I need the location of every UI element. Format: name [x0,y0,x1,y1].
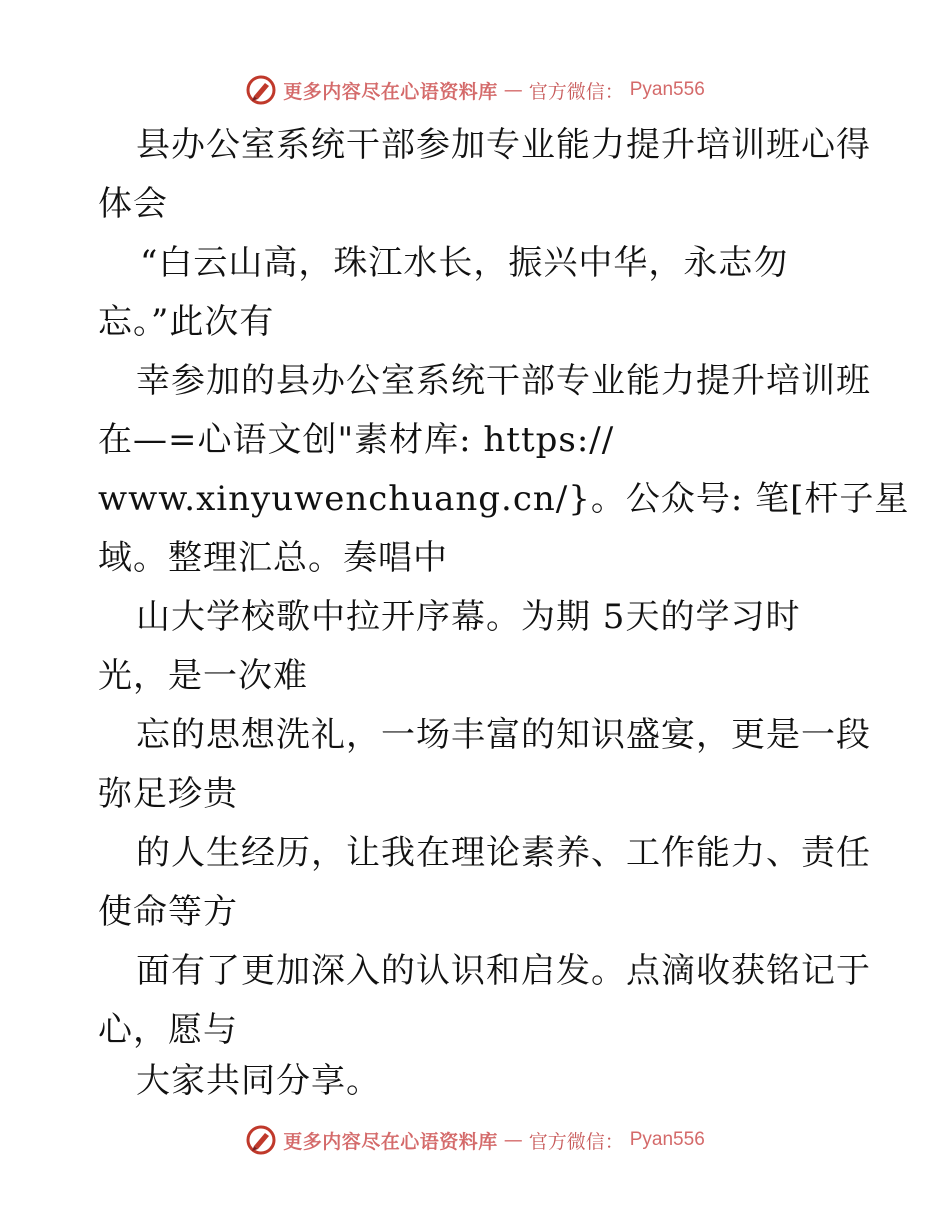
doc-line: “白云山高，珠江水长，振兴中华，永志勿 [140,243,789,283]
banner-wechat-label: 官方微信： [528,1130,624,1153]
banner-main-text: 更多内容尽在心语资料库 [283,80,498,103]
doc-line: 山大学校歌中拉开序幕。为期 5天的学习时 [136,597,801,637]
pen-nib-logo-icon [245,74,277,106]
doc-line: 幸参加的县办公室系统干部专业能力提升培训班 [136,361,871,401]
banner-separator: — [503,79,523,101]
banner-wechat-label: 官方微信： [528,80,624,103]
doc-line: 忘。”此次有 [98,302,275,342]
doc-line: 心，愿与 [98,1010,238,1050]
doc-line: 光，是一次难 [98,656,308,696]
header-banner-content [245,74,705,106]
doc-line: www.xinyuwenchuang.cn/}。公众号: 笔[杆子星 [98,479,910,519]
banner-main-text: 更多内容尽在心语资料库 [283,1130,498,1153]
doc-line: 忘的思想洗礼，一场丰富的知识盛宴，更是一段 [136,715,871,755]
footer-banner [0,1120,950,1160]
doc-line: 域。整理汇总。奏唱中 [98,538,448,578]
doc-line: 大家共同分享。 [136,1061,381,1101]
doc-line: 的人生经历，让我在理论素养、工作能力、责任 [136,833,871,873]
pen-nib-logo-icon [245,1124,277,1156]
doc-line: 弥足珍贵 [98,774,238,814]
banner-separator: — [503,1129,523,1151]
banner-wechat-id: Pyan556 [629,1129,705,1150]
header-banner [0,70,950,110]
doc-line: 县办公室系统干部参加专业能力提升培训班心得 [136,125,871,165]
doc-line: 在—=心语文创"素材库: https:// [98,420,615,460]
doc-line: 使命等方 [98,892,238,932]
footer-banner-content [245,1124,705,1156]
doc-line: 面有了更加深入的认识和启发。点滴收获铭记于 [136,951,871,991]
doc-line: 体会 [98,184,168,224]
banner-wechat-id: Pyan556 [629,79,705,100]
